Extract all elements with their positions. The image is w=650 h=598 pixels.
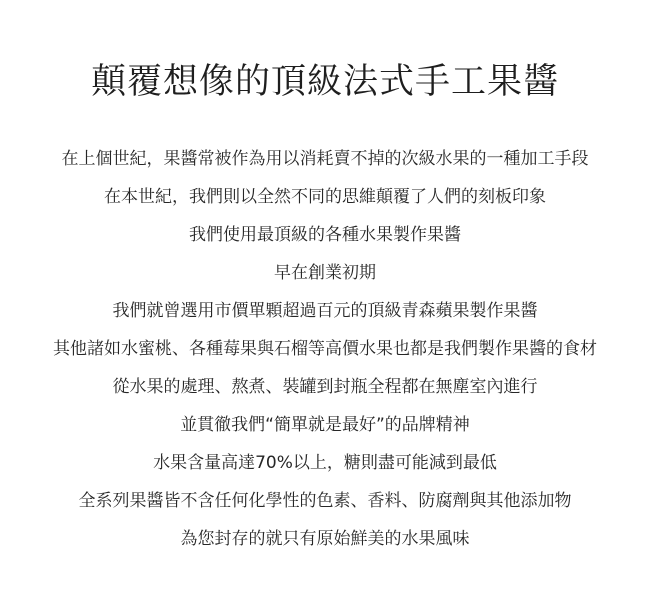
text-line: 早在創業初期 [274, 263, 376, 283]
text-line: 在本世紀，我們則以全然不同的思維顛覆了人們的刻板印象 [104, 187, 546, 207]
text-line: 我們使用最頂級的各種水果製作果醬 [189, 225, 461, 245]
text-line: 從水果的處理、熬煮、裝罐到封瓶全程都在無塵室內進行 [112, 377, 538, 397]
text-line: 並貫徹我們“簡單就是最好”的品牌精神 [180, 415, 470, 435]
text-line: 其他諸如水蜜桃、各種莓果與石榴等高價水果也都是我們製作果醬的食材 [53, 339, 597, 359]
page-title: 顛覆想像的頂級法式手工果醬 [90, 62, 559, 102]
text-line: 水果含量高達70%以上，糖則盡可能減到最低 [153, 453, 497, 473]
text-line: 全系列果醬皆不含任何化學性的色素、香料、防腐劑與其他添加物 [78, 491, 572, 511]
body-text [0, 145, 650, 563]
text-line: 我們就曾選用市價單顆超過百元的頂級青森蘋果製作果醬 [112, 301, 538, 321]
text-line: 在上個世紀，果醬常被作為用以消耗賣不掉的次級水果的一種加工手段 [61, 149, 589, 169]
text-line: 為您封存的就只有原始鮮美的水果風味 [180, 529, 470, 549]
